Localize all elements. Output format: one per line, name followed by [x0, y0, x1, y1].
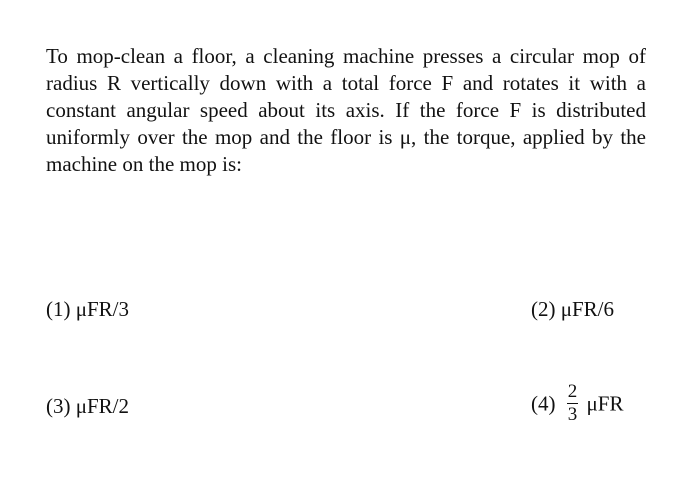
option-4-expression: μFR — [586, 391, 624, 416]
option-4[interactable] — [531, 382, 623, 425]
option-4-number: (4) — [531, 391, 556, 416]
fraction-denominator: 3 — [567, 404, 578, 425]
option-1[interactable]: (1) μFR/3 — [46, 297, 130, 321]
fraction-numerator: 2 — [567, 381, 578, 402]
question-text: To mop-clean a floor, a cleaning machine presses a circular mop of radius R vertically down with a total force F and rotates it with a constant angular speed about its axis. If the force F is distributed uniformly over the mop and the floor is μ, the torque, applied by the machine on the mop is: — [46, 44, 646, 176]
option-4-fraction — [567, 382, 579, 425]
option-3[interactable]: (3) μFR/2 — [46, 394, 130, 418]
option-2[interactable]: (2) μFR/6 — [531, 297, 615, 321]
